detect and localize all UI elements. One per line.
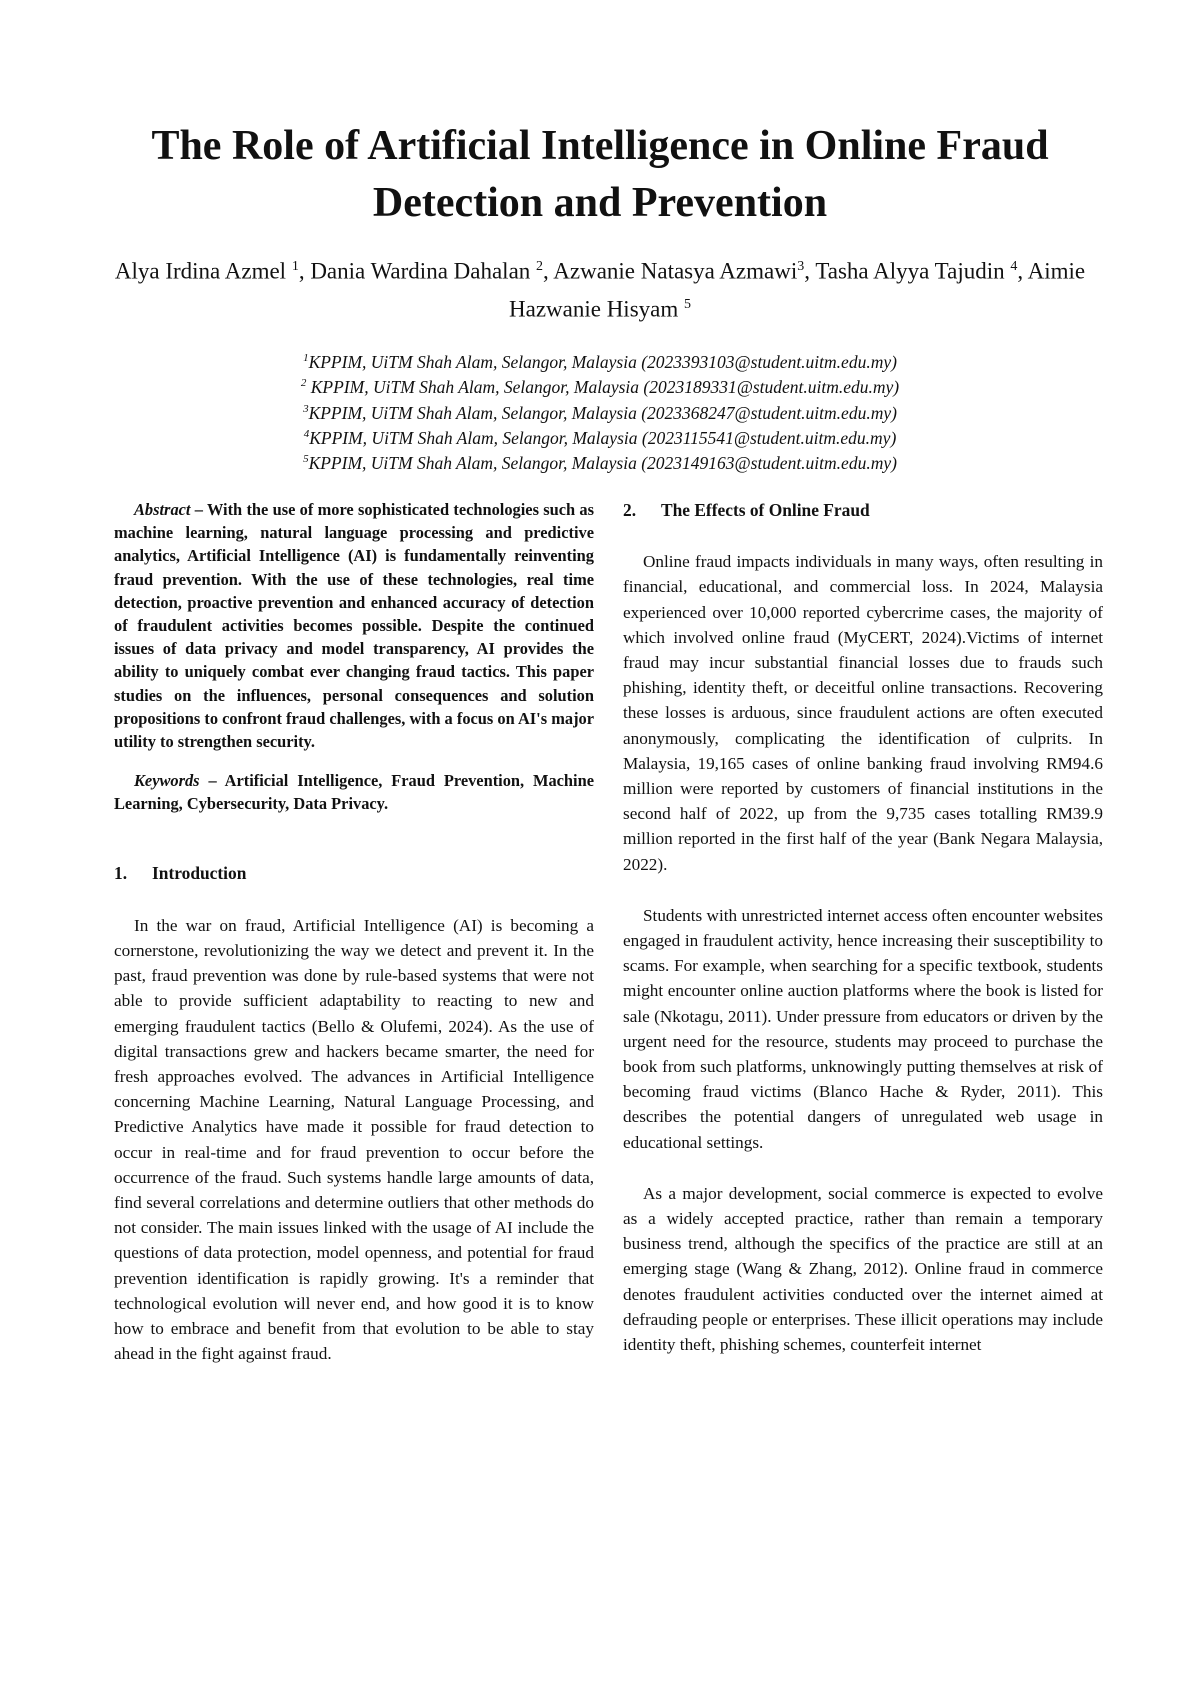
section-heading-introduction: 1. Introduction (114, 862, 247, 883)
author-sup: 2 (536, 259, 544, 274)
abstract-label: Abstract (134, 500, 191, 519)
affiliation: $^2$ KPPIM, UiTM Shah Alam, Selangor, Malaysia (2023189331@student.uitm.edu.my) (300, 377, 900, 398)
paper-title: The Role of Artificial Intelligence in Online Fraud Detection and Prevention (151, 123, 1049, 226)
right-column (623, 498, 1103, 1383)
abstract-text: – With the use of more sophisticated technologies such as machine learning, natural language processing and predictive analytics, Artificial Intelligence (AI) is fundamentally reinventing fraud prevention. With the use of these technologies, real time detection, proactive prevention and enhanced accuracy of detection of fraudulent activities becomes possible. Despite the continued issues of data privacy and model transparency, AI provides the ability to uniquely combat ever changing fraud tactics. This paper studies on the influences, personal consequences and solution propositions to confront fraud challenges, with a focus on AI's major utility to strengthen security. (114, 500, 594, 752)
author-name: Tasha Alyya Tajudin (815, 258, 1005, 284)
author-name: Alya Irdina Azmel (114, 258, 287, 284)
author-sup: 1 (291, 259, 299, 274)
affiliation: $^3$KPPIM, UiTM Shah Alam, Selangor, Malaysia (2023368247@student.uitm.edu.my) (303, 402, 897, 423)
author-name: Aimie Hazwanie Hisyam (509, 258, 1086, 322)
paragraph: As a major development, social commerce is expected to evolve as a widely accepted practice, rather than remain a temporary business trend, although the specifics of the practice are still at an emerging stage (Wang & Zhang, 2012). Online fraud in commerce denotes fraudulent activities conducted over the internet aimed at defrauding people or enterprises. These illicit operations may include identity theft, phishing schemes, counterfeit internet (623, 1183, 1103, 1355)
author-name: Dania Wardina Dahalan (310, 258, 531, 284)
paragraph: Students with unrestricted internet access often encounter websites engaged in fraudulent activity, hence increasing their susceptibility to scams. For example, when searching for a specific textbook, students might encounter online auction platforms where the book is listed for sale (Nkotagu, 2011). Under pressure from educators or driven by the urgent need for the resource, students may proceed to purchase the book from such platforms, unknowingly putting themselves at risk of becoming fraud victims (Blanco Hache & Ryder, 2011). This describes the potential dangers of unregulated web usage in educational settings. (623, 905, 1103, 1152)
author-sup: 3 (797, 259, 805, 274)
keywords-text: – Artificial Intelligence, Fraud Prevention, Machine Learning, Cybersecurity, Data Privacy. (114, 771, 594, 814)
paragraph: In the war on fraud, Artificial Intelligence (AI) is becoming a cornerstone, revolutionizing the way we detect and prevent it. In the past, fraud prevention was done by rule-based systems that were not able to provide sufficient adaptability to reacting to new and emerging fraudulent tactics (Bello & Olufemi, 2024). As the use of digital transactions grew and hackers became smarter, the need for fresh approaches evolved. The advances in Artificial Intelligence concerning Machine Learning, Natural Language Processing, and Predictive Analytics have made it possible for fraud detection to occur in real-time and for fraud prevention to occur before the occurrence of the fraud. Such systems handle large amounts of data, find several correlations and determine outliers that other methods do not consider. The main issues linked with the usage of AI include the questions of data protection, model openness, and potential for fraud prevention identification is rapidly growing. It's a reminder that technological evolution will never end, and how good it is to know how to embrace and benefit from that evolution to be able to stay ahead in the fight against fraud. (114, 915, 594, 1364)
author-sup: 5 (684, 296, 691, 312)
affiliation-list (150, 348, 1050, 475)
affiliation: $^5$KPPIM, UiTM Shah Alam, Selangor, Malaysia (2023149163@student.uitm.edu.my) (303, 453, 897, 474)
author-list: Alya Irdina Azmel $^1$, Dania Wardina Dahalan $^2$, Azwanie Natasya Azmawi$^3$, Tasha Alyya Tajudin $^4$, Aimie Hazwanie Hisyam $^5$ (114, 258, 1086, 322)
abstract (114, 498, 594, 753)
paragraph: Online fraud impacts individuals in many ways, often resulting in financial, educational, and commercial loss. In 2024, Malaysia experienced over 10,000 reported cybercrime cases, the majority of which involved online fraud (MyCERT, 2024).Victims of internet fraud may incur substantial financial losses due to frauds such phishing, identity theft, or deceitful online transactions. Recovering these losses is arduous, since fraudulent actions are often executed anonymously, complicating the identification of culprits. In Malaysia, 19,165 cases of online banking fraud involving RM94.6 million were reported by customers of financial institutions in the second half of 2022, up from the 9,735 cases totalling RM39.9 million reported in the first half of the year (Bank Negara Malaysia, 2022). (623, 552, 1103, 874)
affiliation: $^4$KPPIM, UiTM Shah Alam, Selangor, Malaysia (2023115541@student.uitm.edu.my) (303, 427, 897, 448)
keywords (114, 769, 594, 815)
section-heading-effects: 2. The Effects of Online Fraud (623, 500, 870, 520)
keywords-label: Keywords (134, 771, 200, 791)
left-column (114, 498, 594, 1393)
author-name: Azwanie Natasya Azmawi (553, 258, 798, 284)
affiliation: $^1$KPPIM, UiTM Shah Alam, Selangor, Malaysia (2023393103@student.uitm.edu.my) (303, 351, 897, 372)
author-sup: 4 (1010, 259, 1018, 274)
